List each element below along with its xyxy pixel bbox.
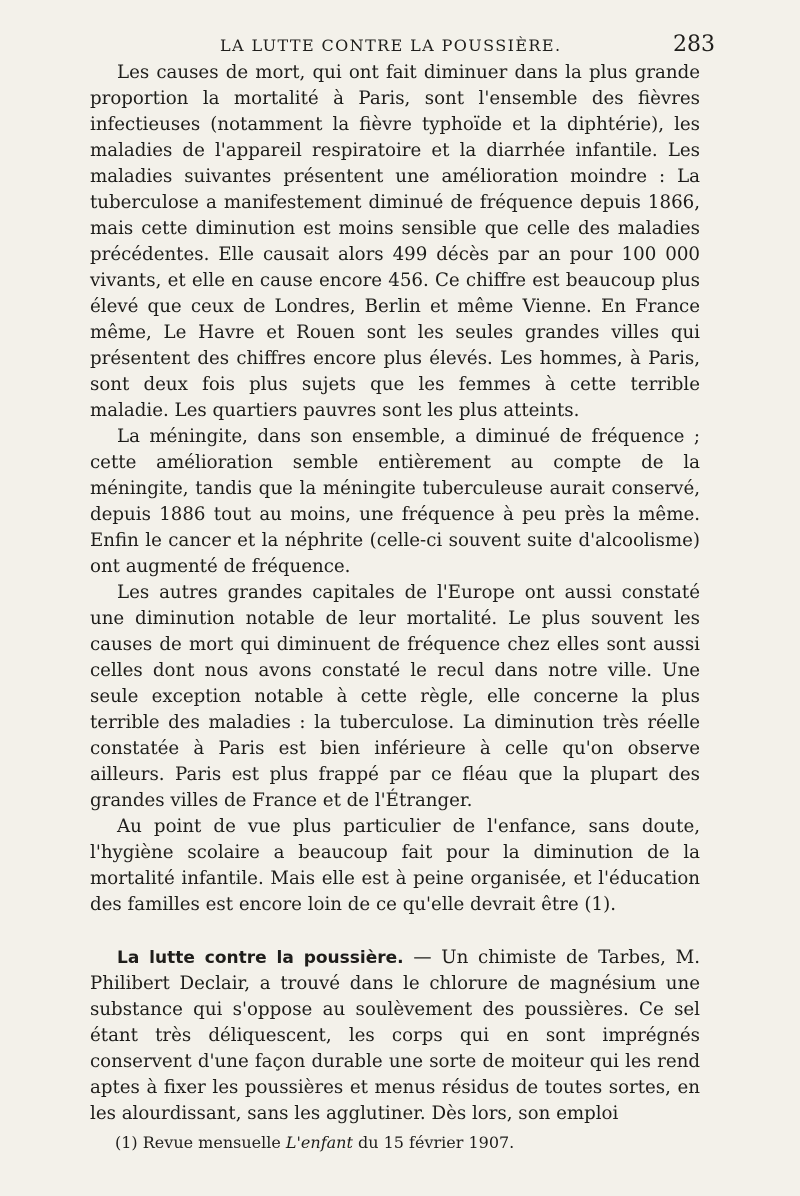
footnote-journal: L'enfant <box>285 1133 353 1152</box>
paragraph-causes-de-mort: Les causes de mort, qui ont fait diminuer dans la plus grande proportion la mortalité à Paris, sont l'ensemble des fièvres infectieuses (notamment la fièvre typhoïde et la diphtérie), les maladies de l'appareil respiratoire et la diarrhée infantile. Les maladies suivantes présentent une amélioration moindre : La tuberculose a manifestement diminué de fréquence depuis 1866, mais cette diminution est moins sensible que celle des maladies précédentes. Elle causait alors 499 décès par an pour 100 000 vivants, et elle en cause encore 456. Ce chiffre est beaucoup plus élevé que ceux de Londres, Berlin et même Vienne. En France même, Le Havre et Rouen sont les seules grandes villes qui présentent des chiffres encore plus élevés. Les hommes, à Paris, sont deux fois plus sujets que les femmes à cette terrible maladie. Les quartiers pauvres sont les plus atteints. <box>90 62 700 421</box>
paragraph-enfance: Au point de vue plus particulier de l'enfance, sans doute, l'hygiène scolaire a beaucoup fait pour la diminution de la mortalité infantile. Mais elle est à peine organisée, et l'éducation des familles est encore loin de ce qu'elle devrait être (1). <box>90 816 700 915</box>
footnote-prefix: Revue mensuelle <box>137 1133 286 1152</box>
section-lutte-poussiere <box>90 945 700 1127</box>
footnote-marker: (1) <box>115 1133 138 1152</box>
body-text <box>90 60 700 1127</box>
paragraph-meningite: La méningite, dans son ensemble, a diminué de fréquence ; cette amélioration semble entièrement au compte de la méningite, tandis que la méningite tuberculeuse aurait conservé, depuis 1886 tout au moins, une fréquence à peu près la même. Enfin le cancer et la néphrite (celle-ci souvent suite d'alcoolisme) ont augmenté de fréquence. <box>90 426 700 577</box>
paragraph-capitales-europe: Les autres grandes capitales de l'Europe ont aussi constaté une diminution notable de leur mortalité. Le plus souvent les causes de mort qui diminuent de fréquence chez elles sont aussi celles dont nous avons constaté le recul dans notre ville. Une seule exception notable à cette règle, elle concerne la plus terrible des maladies : la tuberculose. La diminution très réelle constatée à Paris est bien inférieure à celle qu'on observe ailleurs. Paris est plus frappé par ce fléau que la plupart des grandes villes de France et de l'Étranger. <box>90 582 700 811</box>
section-text: — Un chimiste de Tarbes, M. Philibert Declair, a trouvé dans le chlorure de magnésium une substance qui s'oppose au soulèvement des poussières. Ce sel étant très déliquescent, les corps qui en sont imprégnés conservent d'une façon durable une sorte de moiteur qui les rend aptes à fixer les poussières et menus résidus de toutes sortes, en les alourdissant, sans les agglutiner. Dès lors, son emploi <box>90 947 700 1124</box>
running-title: LA LUTTE CONTRE LA POUSSIÈRE. <box>220 36 562 55</box>
footnote-suffix: du 15 février 1907. <box>352 1133 515 1152</box>
footnote <box>115 1133 675 1153</box>
page-number: 283 <box>673 32 715 57</box>
running-head <box>90 32 715 58</box>
section-title: La lutte contre la poussière. <box>117 948 404 968</box>
